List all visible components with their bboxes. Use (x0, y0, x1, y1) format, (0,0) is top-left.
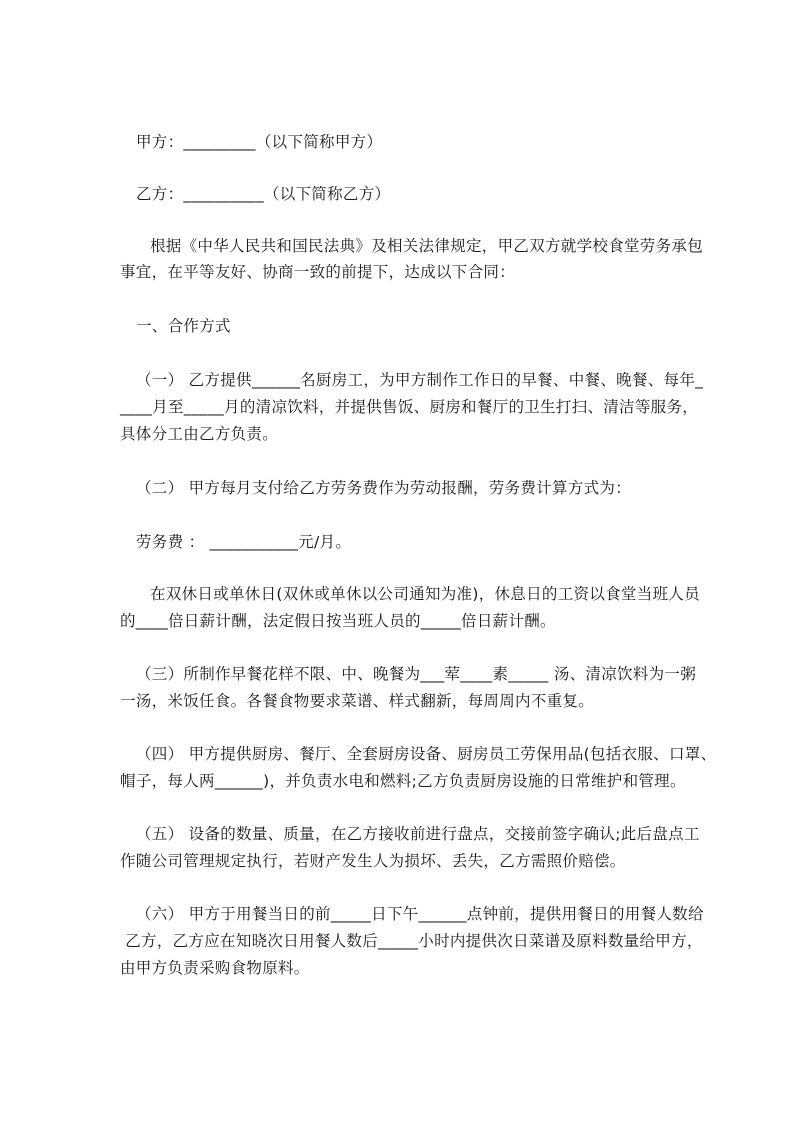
clause-5-line-2: 作随公司管理规定执行，若财产发生人为损坏、丢失，乙方需照价赔偿。 (120, 852, 626, 870)
clause-6-line-3: 由甲方负责采购食物原料。 (120, 959, 310, 977)
clause-1-line-2: ____月至_____月的清凉饮料，并提供售饭、厨房和餐厅的卫生打扫、清洁等服务， (120, 398, 699, 416)
party-b-line: 乙方：__________（以下简称乙方） (136, 185, 391, 203)
clause-1-line-1: （一） 乙方提供______名厨房工，为甲方制作工作日的早餐、中餐、晚餐、每年_ (136, 371, 704, 389)
clause-1-line-3: 具体分工由乙方负责。 (120, 425, 279, 443)
clause-6-line-2: 乙方，乙方应在知晓次日用餐人数后_____小时内提供次日菜谱及原料数量给甲方， (120, 932, 703, 950)
holiday-pay-line-2: 的____倍日薪计酬，法定假日按当班人员的_____倍日薪计酬。 (120, 612, 556, 630)
clause-3-line-1: （三）所制作早餐花样不限、中、晚餐为___荤____素_____ 汤、清凉饮料为一粥 (136, 665, 697, 683)
holiday-pay-line-1: 在双休日或单休日(双休或单休以公司通知为准)，休息日的工资以食堂当班人员 (150, 585, 700, 603)
clause-6-line-1: （六） 甲方于用餐当日的前_____日下午______点钟前，提供用餐日的用餐人数给 (136, 905, 704, 923)
labor-fee-line: 劳务费 ： ___________元/月。 (136, 533, 352, 551)
clause-4-line-2: 帽子，每人两______)，并负责水电和燃料;乙方负责厨房设施的日常维护和管理。 (120, 772, 686, 790)
preamble-line-1: 根据《中华人民共和国民法典》及相关法律规定，甲乙双方就学校食堂劳务承包 (150, 237, 704, 255)
clause-4-line-1: （四） 甲方提供厨房、餐厅、全套厨房设备、厨房员工劳保用品(包括衣服、口罩、 (136, 745, 717, 763)
clause-3-line-2: 一汤，米饭任食。各餐食物要求菜谱、样式翻新，每周周内不重复。 (120, 692, 595, 710)
preamble-line-2: 事宜，在平等友好、协商一致的前提下，达成以下合同： (120, 263, 516, 281)
party-a-line: 甲方：_________（以下简称甲方） (136, 133, 383, 151)
clause-2-line-1: （二） 甲方每月支付给乙方劳务费作为劳动报酬，劳务费计算方式为： (136, 479, 632, 497)
section-heading-cooperation: 一、合作方式 (136, 317, 231, 335)
clause-5-line-1: （五） 设备的数量、质量，在乙方接收前进行盘点，交接前签字确认;此后盘点工 (136, 825, 700, 843)
